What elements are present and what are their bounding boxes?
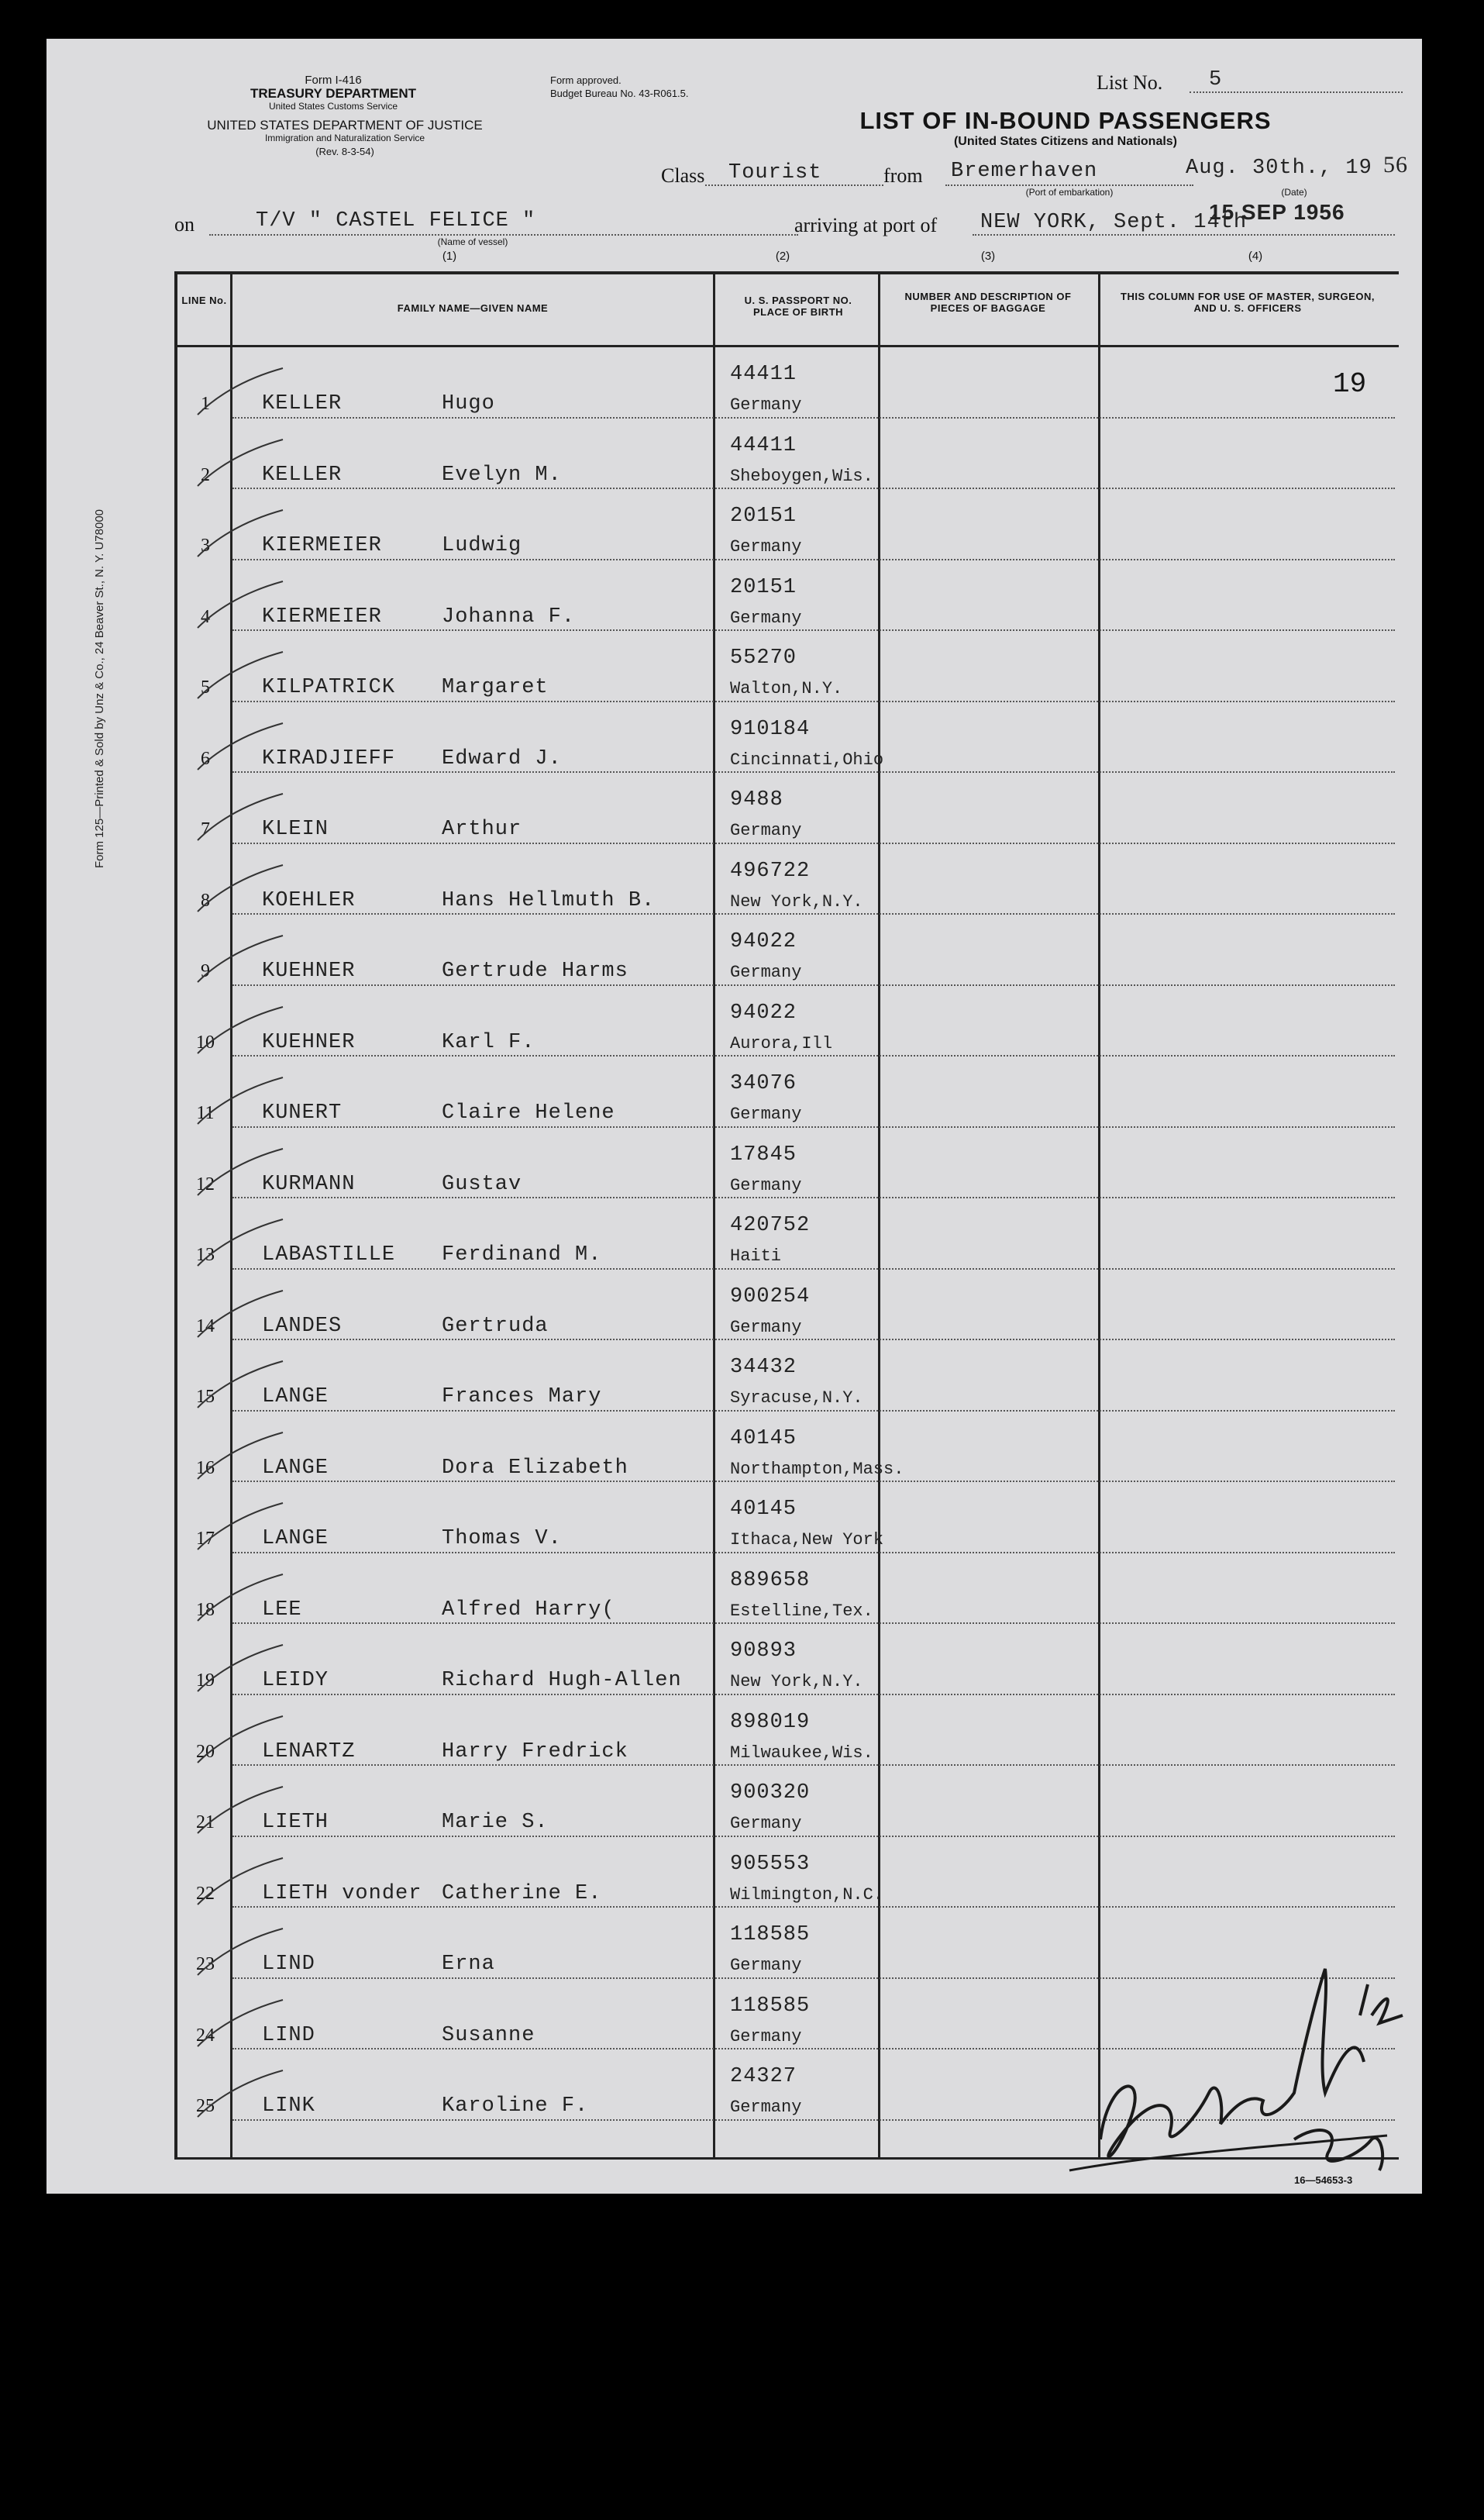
passport-number: 94022 [730, 930, 797, 953]
vessel-value: T/V " CASTEL FELICE " [256, 209, 536, 233]
given-name: Evelyn M. [442, 463, 562, 487]
family-name: LANGE [262, 1527, 329, 1550]
col-header-baggage: NUMBER AND DESCRIPTION OF PIECES OF BAGGAGE [904, 291, 1072, 314]
passport-number: 94022 [730, 1001, 797, 1025]
family-name: LIETH vonder [262, 1881, 422, 1905]
date-caption: (Date) [1281, 187, 1307, 198]
row-number: 13 [196, 1245, 215, 1265]
officer-signature [1062, 1938, 1465, 2194]
arriving-label: arriving at port of [794, 214, 938, 236]
given-name: Gertruda [442, 1314, 549, 1338]
given-name: Gertrude Harms [442, 960, 628, 983]
row-rule [232, 1764, 1395, 1766]
place-of-birth: Wilmington,N.C. [730, 1884, 884, 1905]
caption-3: (3) [980, 250, 996, 263]
family-name: KOEHLER [262, 888, 356, 912]
place-of-birth: Northampton,Mass. [730, 1459, 904, 1479]
row-rule [232, 984, 1395, 986]
given-name: Karoline F. [442, 2094, 589, 2118]
check-mark [194, 1074, 287, 1128]
row-rule [232, 1622, 1395, 1624]
family-name: LIND [262, 2023, 315, 2047]
form-number: Form I-416 [305, 74, 362, 87]
passport-number: 40145 [730, 1426, 797, 1450]
family-name: LEIDY [262, 1669, 329, 1692]
family-name: LINK [262, 2094, 315, 2118]
check-mark [194, 861, 287, 915]
place-of-birth: Germany [730, 1105, 802, 1124]
given-name: Gustav [442, 1172, 522, 1196]
justice-block [174, 119, 515, 158]
row-number: 10 [196, 1032, 215, 1053]
check-mark [194, 1499, 287, 1553]
given-name: Arthur [442, 818, 522, 841]
family-name: KELLER [262, 392, 343, 415]
date-value: Aug. 30th., 19 [1186, 157, 1372, 180]
col-header-name: FAMILY NAME—GIVEN NAME [397, 302, 549, 314]
place-of-birth: Germany [730, 821, 802, 840]
check-mark [194, 790, 287, 844]
row-number: 16 [196, 1457, 215, 1478]
row-number: 8 [201, 890, 210, 911]
row-number: 7 [201, 819, 210, 839]
row-rule [232, 1339, 1395, 1340]
check-mark [194, 719, 287, 774]
row-number: 6 [201, 748, 210, 769]
place-of-birth: Germany [730, 963, 802, 982]
given-name: Ludwig [442, 534, 522, 557]
family-name: KILPATRICK [262, 676, 396, 699]
check-mark [194, 1712, 287, 1767]
passport-number: 34076 [730, 1072, 797, 1095]
caption-4: (4) [1248, 250, 1263, 263]
row-number: 19 [196, 1670, 215, 1691]
passport-number: 17845 [730, 1143, 797, 1167]
passport-number: 40145 [730, 1498, 797, 1521]
row-number: 3 [201, 536, 210, 556]
check-mark [194, 1215, 287, 1270]
given-name: Erna [442, 1953, 495, 1976]
place-of-birth: Ithaca,New York [730, 1530, 884, 1550]
vessel-caption: (Name of vessel) [437, 236, 508, 247]
given-name: Hans Hellmuth B. [442, 888, 656, 912]
given-name: Catherine E. [442, 1881, 602, 1905]
row-number: 15 [196, 1387, 215, 1407]
place-of-birth: Cincinnati,Ohio [730, 750, 884, 770]
given-name: Edward J. [442, 746, 562, 770]
given-name: Alfred Harry( [442, 1598, 615, 1622]
row-rule [232, 1197, 1395, 1198]
passport-number: 24327 [730, 2065, 797, 2088]
check-mark [194, 506, 287, 560]
row-number: 18 [196, 1599, 215, 1620]
passport-number: 55270 [730, 646, 797, 670]
family-name: LANGE [262, 1385, 329, 1408]
passport-number: 496722 [730, 859, 811, 883]
row-rule [232, 629, 1395, 631]
passport-number: 420752 [730, 1214, 811, 1237]
annotation-19: 19 [1333, 368, 1367, 400]
passport-number: 900320 [730, 1781, 811, 1805]
given-name: Thomas V. [442, 1527, 562, 1550]
row-number: 9 [201, 961, 210, 981]
given-name: Karl F. [442, 1030, 535, 1054]
row-rule [232, 1126, 1395, 1128]
place-of-birth: New York,N.Y. [730, 891, 863, 912]
place-of-birth: Germany [730, 537, 802, 557]
caption-2: (2) [775, 250, 790, 263]
given-name: Claire Helene [442, 1101, 615, 1125]
row-number: 1 [201, 394, 210, 414]
class-value: Tourist [728, 161, 822, 184]
class-label: Class [661, 164, 705, 187]
check-mark [194, 2067, 287, 2121]
place-of-birth: Germany [730, 608, 802, 628]
row-rule [232, 417, 1395, 419]
passport-number: 20151 [730, 575, 797, 599]
printer-imprint: Form 125—Printed & Sold by Unz & Co., 24 Beaver St., N. Y. U78000 [93, 508, 106, 868]
list-no-value: 5 [1209, 68, 1223, 91]
row-rule [232, 1836, 1395, 1837]
passport-number: 905553 [730, 1852, 811, 1876]
family-name: KELLER [262, 463, 343, 487]
place-of-birth: Germany [730, 1814, 802, 1833]
place-of-birth: Estelline,Tex. [730, 1601, 873, 1621]
given-name: Ferdinand M. [442, 1243, 602, 1267]
check-mark [194, 577, 287, 632]
given-name: Susanne [442, 2023, 535, 2047]
page-subtitle: (United States Citizens and Nationals) [953, 135, 1178, 148]
check-mark [194, 436, 287, 490]
row-number: 4 [201, 606, 210, 627]
place-of-birth: Aurora,Ill [730, 1033, 833, 1053]
approval-block [550, 74, 783, 100]
row-rule [232, 913, 1395, 915]
row-number: 25 [196, 2096, 215, 2116]
place-of-birth: Germany [730, 1175, 802, 1195]
customs-name: United States Customs Service [268, 101, 398, 112]
given-name: Johanna F. [442, 605, 576, 629]
place-of-birth: Milwaukee,Wis. [730, 1743, 873, 1763]
port-caption: (Port of embarkation) [1025, 187, 1114, 198]
arrival-value: NEW YORK, Sept. 14th [980, 211, 1248, 234]
given-name: Marie S. [442, 1811, 549, 1834]
given-name: Hugo [442, 392, 495, 415]
row-rule [232, 559, 1395, 560]
family-name: KIERMEIER [262, 605, 382, 629]
place-of-birth: Syracuse,N.Y. [730, 1388, 863, 1408]
check-mark [194, 1641, 287, 1695]
place-of-birth: Germany [730, 1317, 802, 1337]
family-name: KURMANN [262, 1172, 356, 1196]
passport-number: 20151 [730, 505, 797, 528]
passport-number: 898019 [730, 1710, 811, 1734]
family-name: LABASTILLE [262, 1243, 396, 1267]
date-stamp: 15 SEP 1956 [1209, 200, 1345, 224]
header-rule [174, 345, 1399, 347]
passport-number: 118585 [730, 1994, 811, 2018]
family-name: KUEHNER [262, 960, 356, 983]
passport-number: 118585 [730, 1923, 811, 1946]
place-of-birth: New York,N.Y. [730, 1672, 863, 1691]
row-number: 2 [201, 464, 210, 485]
dept-name: TREASURY DEPARTMENT [250, 86, 417, 101]
row-rule [232, 771, 1395, 773]
form-id-block [232, 74, 434, 113]
check-mark [194, 1287, 287, 1341]
dotted-rule [1190, 91, 1403, 93]
row-number: 20 [196, 1741, 215, 1762]
check-mark [194, 1429, 287, 1483]
check-mark [194, 1570, 287, 1625]
ins-name: Immigration and Naturalization Service [264, 133, 425, 143]
passport-number: 910184 [730, 717, 811, 741]
place-of-birth: Germany [730, 2026, 802, 2046]
family-name: KIRADJIEFF [262, 746, 396, 770]
check-mark [194, 1357, 287, 1412]
table-top-rule [174, 271, 1399, 274]
family-name: LENARTZ [262, 1739, 356, 1763]
check-mark [194, 364, 287, 419]
row-rule [232, 1906, 1395, 1908]
row-rule [232, 1410, 1395, 1412]
check-mark [194, 648, 287, 702]
row-number: 5 [201, 677, 210, 698]
place-of-birth: Haiti [730, 1246, 782, 1266]
row-rule [232, 1481, 1395, 1482]
given-name: Harry Fredrick [442, 1739, 628, 1763]
row-number: 17 [196, 1529, 215, 1549]
row-rule [232, 1055, 1395, 1057]
given-name: Dora Elizabeth [442, 1456, 628, 1480]
passport-number: 9488 [730, 788, 783, 812]
col-header-passport: U. S. PASSPORT NO. PLACE OF BIRTH [744, 295, 852, 318]
from-label: from [883, 164, 923, 187]
row-number: 11 [196, 1103, 215, 1123]
passport-number: 44411 [730, 363, 797, 386]
family-name: LANGE [262, 1456, 329, 1480]
given-name: Margaret [442, 676, 549, 699]
row-number: 24 [196, 2025, 215, 2046]
family-name: LANDES [262, 1314, 343, 1338]
check-mark [194, 932, 287, 986]
check-mark [194, 1003, 287, 1057]
family-name: KLEIN [262, 818, 329, 841]
family-name: LEE [262, 1598, 302, 1622]
row-number: 14 [196, 1315, 215, 1336]
approval-text: Form approved. [550, 74, 621, 86]
check-mark [194, 1145, 287, 1199]
on-label: on [174, 213, 195, 236]
row-rule [232, 1268, 1395, 1270]
col-header-officers: THIS COLUMN FOR USE OF MASTER, SURGEON, AND U. S. OFFICERS [1121, 291, 1375, 314]
row-number: 23 [196, 1954, 215, 1974]
table-left-rule [174, 271, 177, 2159]
justice-name: UNITED STATES DEPARTMENT OF JUSTICE [207, 118, 483, 133]
check-mark [194, 1996, 287, 2050]
title-block [783, 107, 1348, 149]
row-number: 21 [196, 1812, 215, 1832]
check-mark [194, 1854, 287, 1908]
passport-number: 34432 [730, 1356, 797, 1379]
dotted-rule [705, 184, 883, 186]
family-name: LIETH [262, 1811, 329, 1834]
given-name: Richard Hugh-Allen [442, 1669, 682, 1692]
row-rule [232, 843, 1395, 844]
row-rule [232, 1694, 1395, 1695]
budget-text: Budget Bureau No. 43-R061.5. [550, 88, 689, 99]
given-name: Frances Mary [442, 1385, 602, 1408]
manifest-sheet [46, 39, 1422, 2194]
list-no-label: List No. [1097, 71, 1163, 94]
place-of-birth: Germany [730, 395, 802, 415]
row-rule [232, 1552, 1395, 1553]
place-of-birth: Germany [730, 1956, 802, 1975]
place-of-birth: Germany [730, 2098, 802, 2117]
passport-number: 90893 [730, 1639, 797, 1663]
rev-date: (Rev. 8-3-54) [315, 146, 374, 157]
col-header-line-no: LINE No. [181, 295, 227, 306]
family-name: LIND [262, 1953, 315, 1976]
check-mark [194, 1925, 287, 1979]
row-number: 22 [196, 1883, 215, 1904]
footer-code: 16—54653-3 [1294, 2174, 1353, 2186]
passport-number: 44411 [730, 433, 797, 457]
from-value: Bremerhaven [951, 160, 1098, 183]
family-name: KIERMEIER [262, 534, 382, 557]
row-rule [232, 701, 1395, 702]
passport-number: 900254 [730, 1284, 811, 1308]
row-rule [232, 488, 1395, 489]
dotted-rule [973, 234, 1395, 236]
family-name: KUEHNER [262, 1030, 356, 1054]
place-of-birth: Walton,N.Y. [730, 679, 843, 698]
passport-number: 889658 [730, 1568, 811, 1592]
family-name: KUNERT [262, 1101, 343, 1125]
row-number: 12 [196, 1174, 215, 1195]
check-mark [194, 1783, 287, 1837]
year-suffix: 56 [1383, 152, 1408, 178]
page-title: LIST OF IN-BOUND PASSENGERS [859, 107, 1272, 134]
caption-1: (1) [442, 250, 457, 263]
place-of-birth: Sheboygen,Wis. [730, 466, 873, 486]
